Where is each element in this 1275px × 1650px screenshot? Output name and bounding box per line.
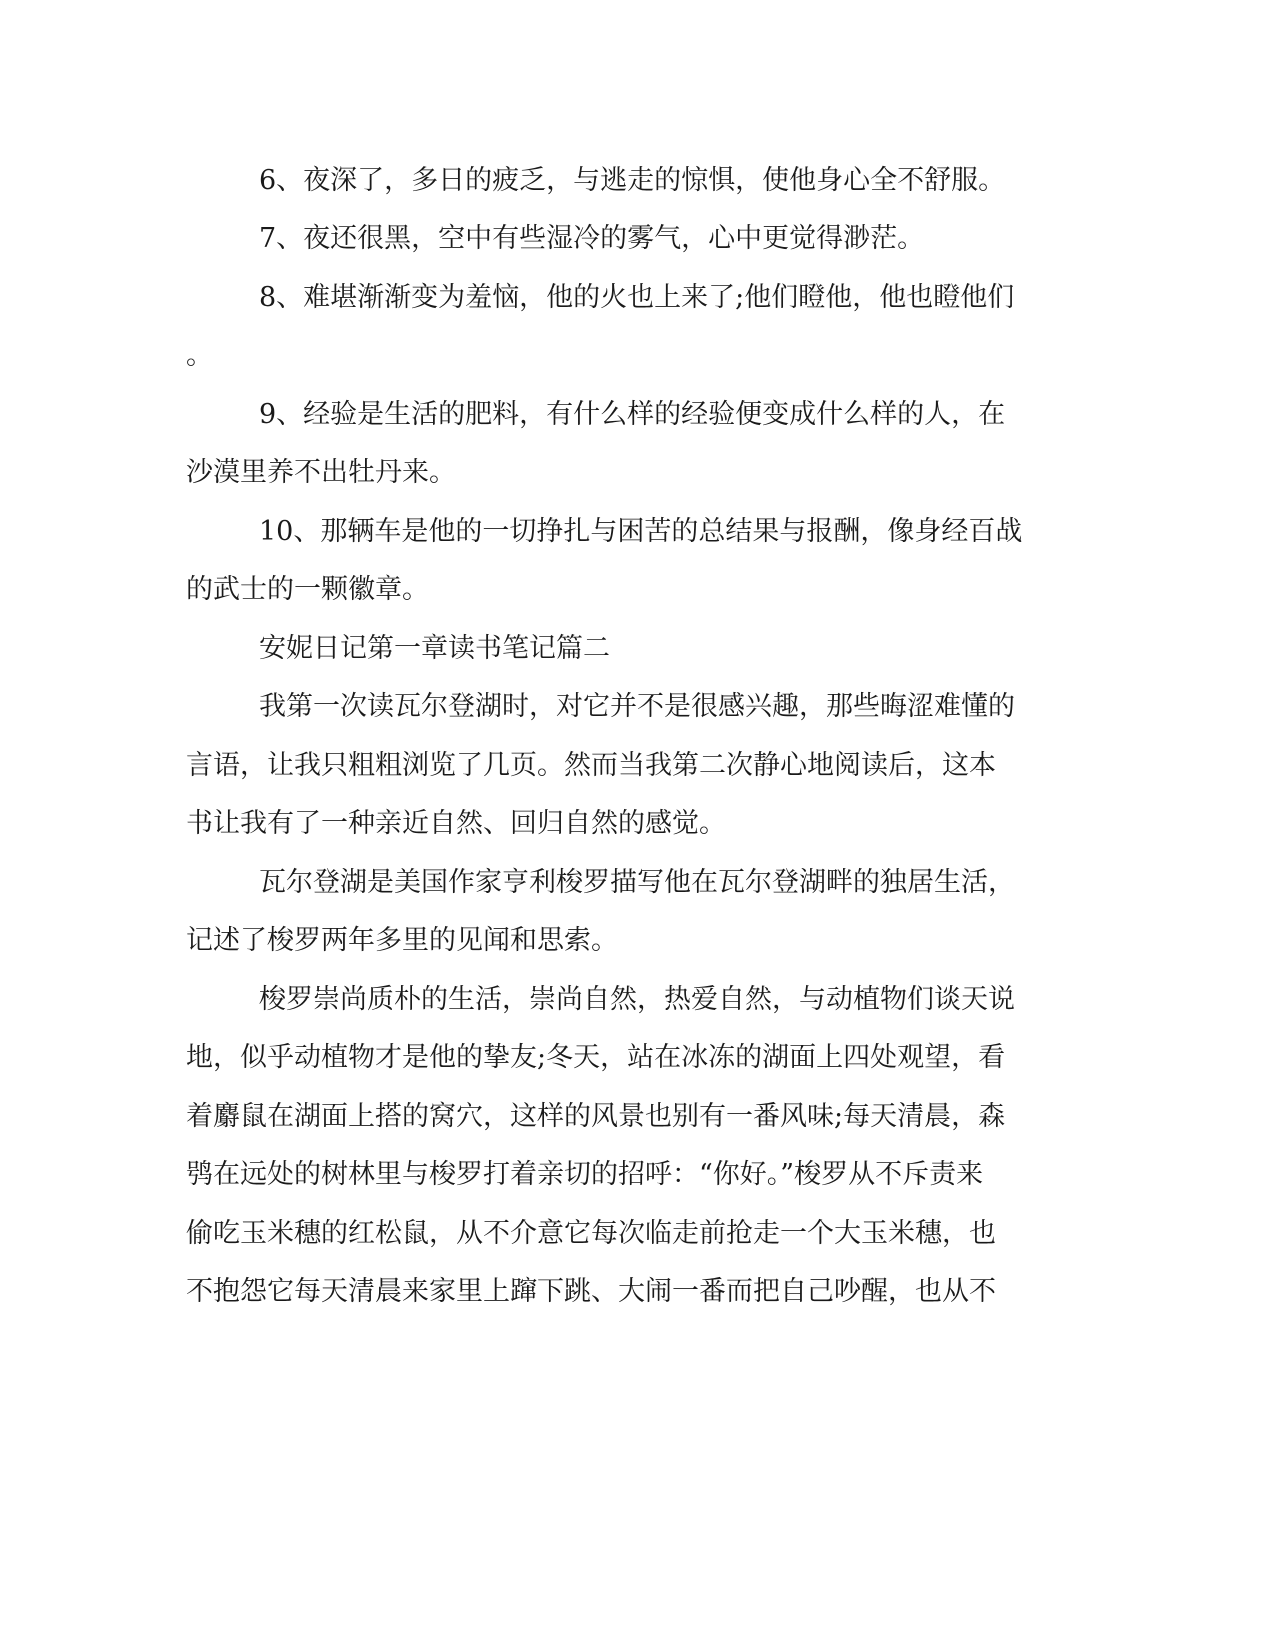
text-line: 6、夜深了，多日的疲乏，与逃走的惊惧，使他身心全不舒服。 [259,165,1006,196]
text-line: 记述了梭罗两年多里的见闻和思索。 [186,925,618,956]
text-line: 9、经验是生活的肥料，有什么样的经验便变成什么样的人，在 [259,399,1006,430]
text-line: 书让我有了一种亲近自然、回归自然的感觉。 [186,808,726,839]
text-line: 着麝鼠在湖面上搭的窝穴，这样的风景也别有一番风味;每天清晨，森 [186,1101,1006,1132]
text-line: 鸮在远处的树林里与梭罗打着亲切的招呼：“你好。”梭罗从不斥责来 [186,1159,984,1190]
text-line: 的武士的一颗徽章。 [186,574,429,605]
section-heading: 安妮日记第一章读书笔记篇二 [259,633,610,664]
text-line: 地，似乎动植物才是他的挚友;冬天，站在冰冻的湖面上四处观望，看 [186,1042,1006,1073]
text-line: 沙漠里养不出牡丹来。 [186,457,456,488]
text-line: 我第一次读瓦尔登湖时，对它并不是很感兴趣，那些晦涩难懂的 [259,691,1015,722]
text-line: 梭罗崇尚质朴的生活，崇尚自然，热爱自然，与动植物们谈天说 [259,984,1015,1015]
text-line: 7、夜还很黑，空中有些湿冷的雾气，心中更觉得渺茫。 [259,223,925,254]
text-line: 偷吃玉米穗的红松鼠，从不介意它每次临走前抢走一个大玉米穗，也 [186,1218,996,1249]
text-line: 言语，让我只粗粗浏览了几页。然而当我第二次静心地阅读后，这本 [186,750,996,781]
text-line: 瓦尔登湖是美国作家亨利梭罗描写他在瓦尔登湖畔的独居生活， [259,867,1015,898]
text-line: 8、难堪渐渐变为羞恼，他的火也上来了;他们瞪他，他也瞪他们 [259,282,1015,313]
text-line: 。 [186,340,213,371]
text-line: 不抱怨它每天清晨来家里上蹿下跳、大闹一番而把自己吵醒，也从不 [186,1276,996,1307]
text-line: 10、那辆车是他的一切挣扎与困苦的总结果与报酬，像身经百战 [259,516,1023,547]
